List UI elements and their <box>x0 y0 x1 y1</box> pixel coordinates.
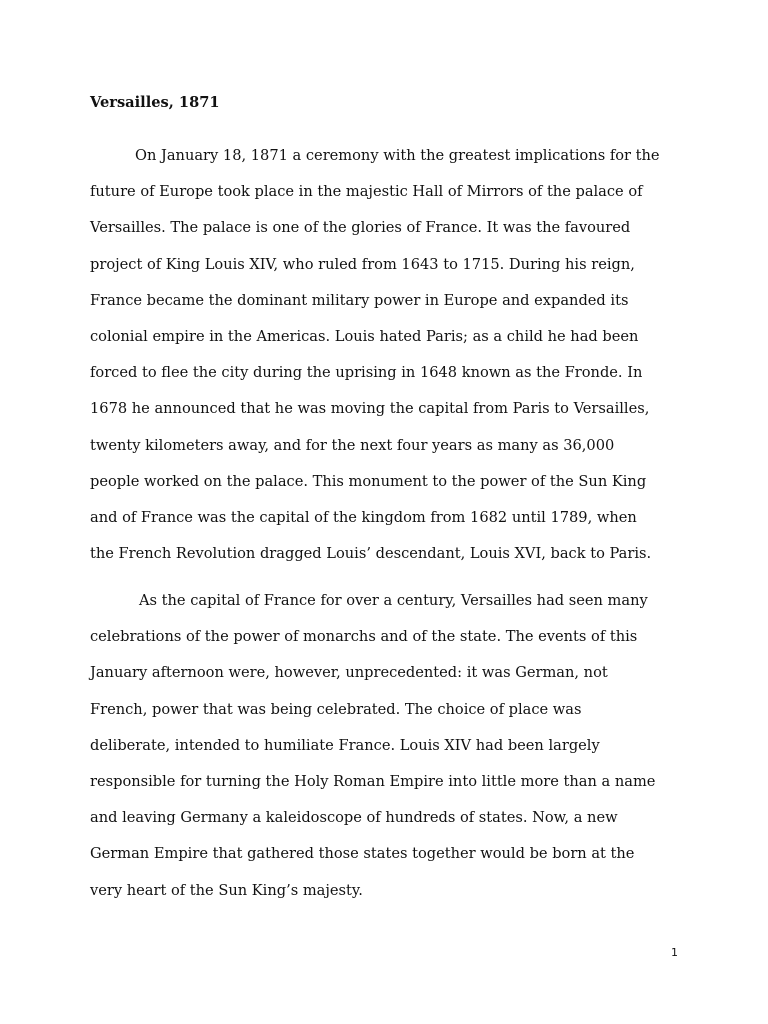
paragraph-line: On January 18, 1871 a ceremony with the greatest implications for the <box>135 147 660 164</box>
paragraph-line: forced to flee the city during the uprising in 1648 known as the Fronde. In <box>90 364 643 382</box>
paragraph-line: deliberate, intended to humiliate France. Louis XIV had been largely <box>90 736 600 754</box>
paragraph-2 <box>90 583 680 909</box>
paragraph-line: colonial empire in the Americas. Louis hated Paris; as a child he had been <box>90 328 639 346</box>
page-number: 1 <box>671 946 678 959</box>
paragraph-line: France became the dominant military power in Europe and expanded its <box>90 291 629 309</box>
paragraph-line: project of King Louis XIV, who ruled from 1643 to 1715. During his reign, <box>90 255 635 273</box>
paragraph-line: Versailles. The palace is one of the glories of France. It was the favoured <box>90 219 631 237</box>
paragraph-line: very heart of the Sun King’s majesty. <box>90 881 363 899</box>
paragraph-line: the French Revolution dragged Louis’ descendant, Louis XVI, back to Paris. <box>90 545 652 563</box>
paragraph-line: responsible for turning the Holy Roman Empire into little more than a name <box>90 773 656 791</box>
paragraph-line: As the capital of France for over a century, Versailles had seen many <box>139 592 648 609</box>
paragraph-line: French, power that was being celebrated. The choice of place was <box>90 700 582 718</box>
paragraph-line: celebrations of the power of monarchs and of the state. The events of this <box>90 628 638 646</box>
paragraph-1 <box>90 138 680 572</box>
paragraph-line: and of France was the capital of the kingdom from 1682 until 1789, when <box>90 509 637 527</box>
paragraph-line: 1678 he announced that he was moving the capital from Paris to Versailles, <box>90 400 650 418</box>
paragraph-line: German Empire that gathered those states together would be born at the <box>90 845 635 863</box>
paragraph-line: and leaving Germany a kaleidoscope of hundreds of states. Now, a new <box>90 809 618 827</box>
paragraph-line: people worked on the palace. This monument to the power of the Sun King <box>90 472 647 490</box>
paragraph-line: January afternoon were, however, unprecedented: it was German, not <box>90 664 608 682</box>
paragraph-line: twenty kilometers away, and for the next four years as many as 36,000 <box>90 436 615 454</box>
document-title: Versailles, 1871 <box>90 94 220 111</box>
paragraph-line: future of Europe took place in the majestic Hall of Mirrors of the palace of <box>90 183 643 201</box>
